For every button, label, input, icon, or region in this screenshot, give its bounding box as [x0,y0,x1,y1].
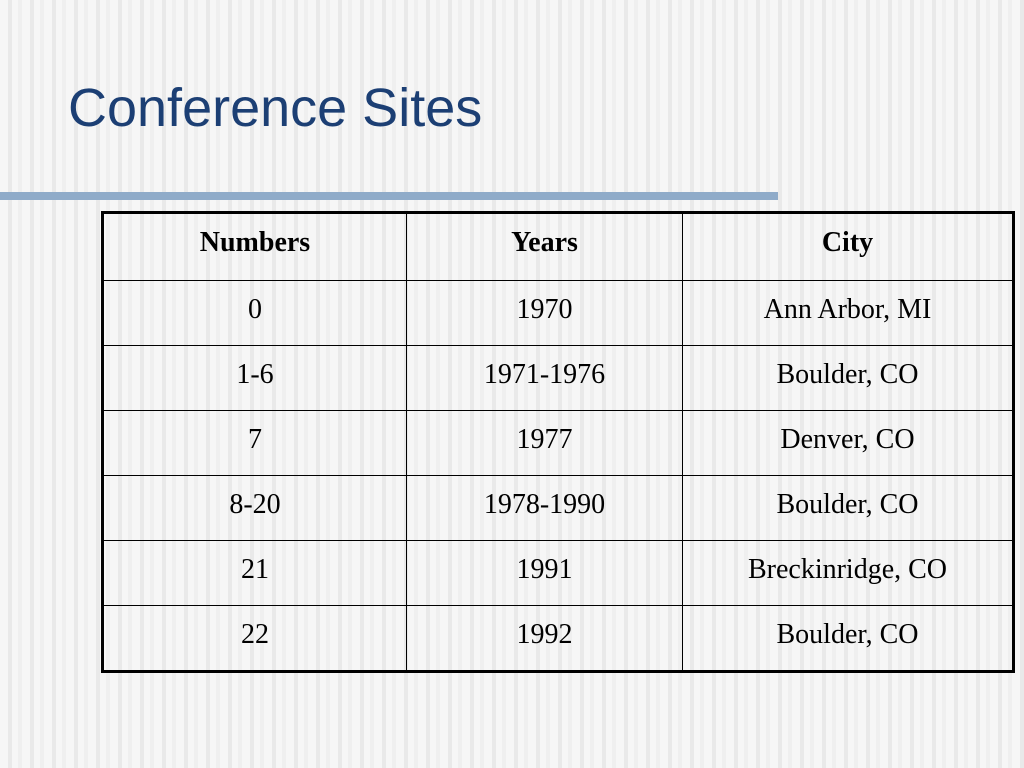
cell-years: 1991 [407,541,683,606]
table-row [103,346,1014,411]
cell-years: 1971-1976 [407,346,683,411]
table-header-row [103,213,1014,281]
table-row [103,281,1014,346]
cell-city: Breckinridge, CO [683,541,1014,606]
cell-years: 1977 [407,411,683,476]
header-city: City [683,213,1014,281]
table-row [103,411,1014,476]
cell-numbers: 0 [103,281,407,346]
cell-city: Denver, CO [683,411,1014,476]
header-years: Years [407,213,683,281]
cell-numbers: 22 [103,606,407,672]
table-row [103,541,1014,606]
cell-years: 1992 [407,606,683,672]
cell-city: Boulder, CO [683,606,1014,672]
conference-sites-table [101,211,1015,673]
cell-numbers: 8-20 [103,476,407,541]
cell-years: 1978-1990 [407,476,683,541]
cell-years: 1970 [407,281,683,346]
cell-city: Boulder, CO [683,476,1014,541]
table-row [103,606,1014,672]
title-divider [0,192,778,200]
slide-title: Conference Sites [68,78,483,138]
cell-city: Boulder, CO [683,346,1014,411]
cell-numbers: 7 [103,411,407,476]
cell-numbers: 21 [103,541,407,606]
cell-numbers: 1-6 [103,346,407,411]
cell-city: Ann Arbor, MI [683,281,1014,346]
header-numbers: Numbers [103,213,407,281]
table-row [103,476,1014,541]
